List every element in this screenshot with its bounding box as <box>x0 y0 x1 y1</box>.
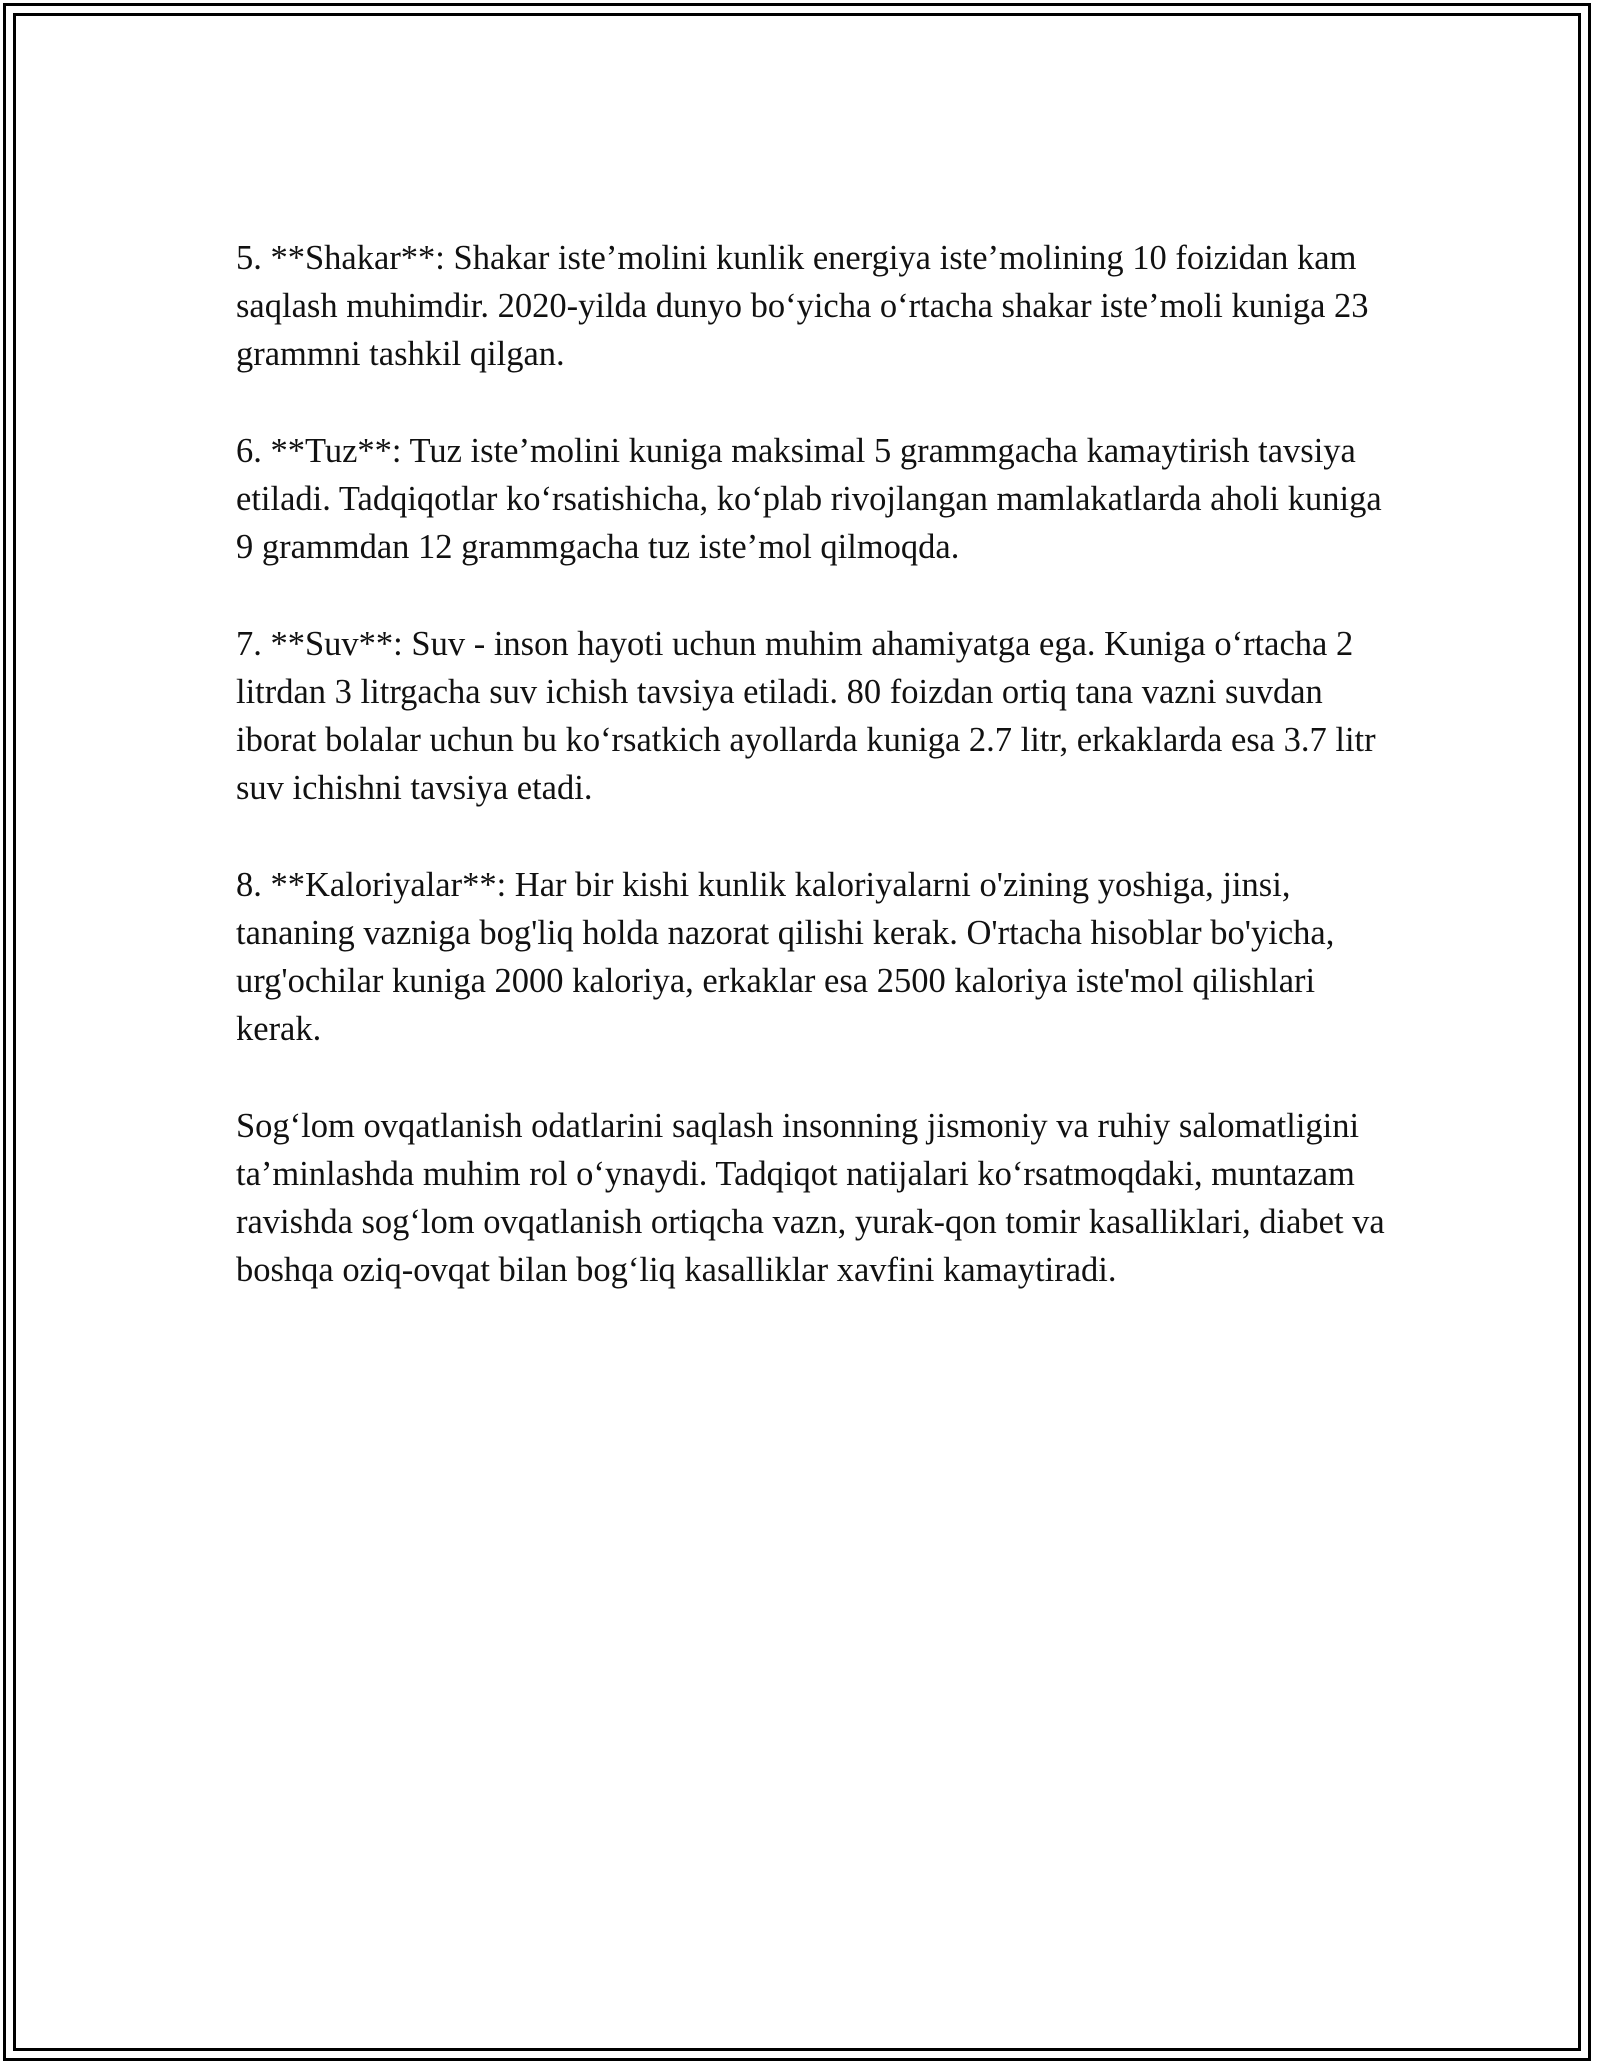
paragraph-conclusion: Sog‘lom ovqatlanish odatlarini saqlash insonning jismoniy va ruhiy salomatligini ta’minlashda muhim rol o‘ynaydi. Tadqiqot natijalari ko‘rsatmoqdaki, muntazam ravishda sog‘lom ovqatlanish ortiqcha vazn, yurak-qon tomir kasalliklari, diabet va boshqa oziq-ovqat bilan bog‘liq kasalliklar xavfini kamaytiradi. <box>236 1106 1385 1290</box>
paragraph-sugar: 5. **Shakar**: Shakar iste’molini kunlik energiya iste’molining 10 foizidan kam saqlash muhimdir. 2020-yilda dunyo bo‘yicha o‘rtacha shakar iste’moli kuniga 23 grammni tashkil qilgan. <box>236 239 1369 374</box>
document-body <box>236 234 1386 1343</box>
paragraph-calories: 8. **Kaloriyalar**: Har bir kishi kunlik kaloriyalarni o'zining yoshiga, jinsi, tananing vazniga bog'liq holda nazorat qilishi kerak. O'rtacha hisoblar bo'yicha, urg'ochilar kuniga 2000 kaloriya, erkaklar esa 2500 kaloriya iste'mol qilishlari kerak. <box>236 865 1335 1049</box>
paragraph-salt: 6. **Tuz**: Tuz iste’molini kuniga maksimal 5 grammgacha kamaytirish tavsiya etiladi. Tadqiqotlar ko‘rsatishicha, ko‘plab rivojlangan mamlakatlarda aholi kuniga 9 grammdan 12 grammgacha tuz iste’mol qilmoqda. <box>236 431 1382 567</box>
paragraph-water: 7. **Suv**: Suv - inson hayoti uchun muhim ahamiyatga ega. Kuniga o‘rtacha 2 litrdan 3 litrgacha suv ichish tavsiya etiladi. 80 foizdan ortiq tana vazni suvdan iborat bolalar uchun bu ko‘rsatkich ayollarda kuniga 2.7 litr, erkaklarda esa 3.7 litr suv ichishni tavsiya etadi. <box>236 624 1376 808</box>
